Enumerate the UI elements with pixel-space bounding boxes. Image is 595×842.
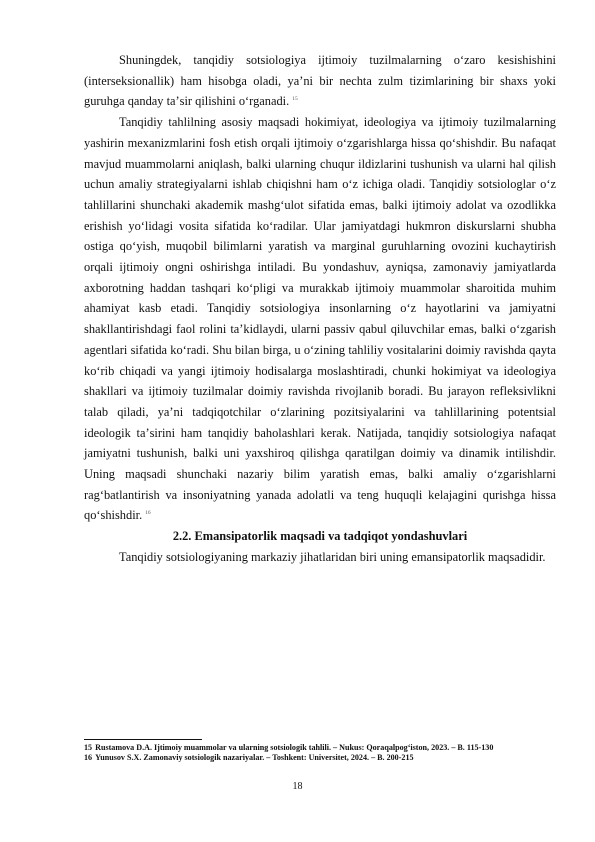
footnotes bbox=[84, 739, 556, 764]
footnote bbox=[84, 743, 556, 753]
footnote-number: 16 bbox=[84, 753, 93, 763]
paragraph-text: Shuningdek, tanqidiy sotsiologiya ijtimoiy tuzilmalarning oʻzaro kesishishini (interseksionallik) ham hisobga oladi, yaʼni bir nechta zulm tizimlarining bir shaxs yoki guruhga qanday taʼsir qilishini oʻrganadi. bbox=[84, 53, 556, 109]
section-heading: 2.2. Emansipatorlik maqsadi va tadqiqot yondashuvlari bbox=[172, 529, 468, 544]
footnote-text: Rustamova D.A. Ijtimoiy muammolar va ularning sotsiologik tahlili. – Nukus: Qoraqalpogʻiston, 2023. – B. 115-130 bbox=[95, 743, 494, 752]
footnote bbox=[84, 753, 556, 763]
paragraph-critical-analysis bbox=[84, 112, 556, 526]
page-body bbox=[84, 50, 556, 568]
footnote-reference: 15 bbox=[292, 96, 298, 103]
footnote-text: Yunusov S.X. Zamonaviy sotsiologik nazariyalar. – Toshkent: Universitet, 2024. – B. 200-215 bbox=[95, 753, 414, 763]
paragraph-intersectionality bbox=[84, 50, 556, 112]
paragraph-text: Tanqidiy tahlilning asosiy maqsadi hokimiyat, ideologiya va ijtimoiy tuzilmalarning yashirin mexanizmlarini fosh etish orqali ijtimoiy oʻzgarishlarga hissa qoʻshishdir. Bu nafaqat mavjud muammolarni aniqlash, balki ularning chuqur ildizlarini tushunish va ularni hal qilish uchun amaliy strategiyalarni ishlab chiqishni ham oʻz ichiga oladi. Tanqidiy sotsiologlar oʻz tahlillarini shunchaki akademik mashgʻulot sifatida emas, balki ijtimoiy adolat va ozodlikka erishish yoʻlidagi vosita sifatida koʻradilar. Ular jamiyatdagi hukmron diskurslarni shubha ostiga qoʻyish, muqobil bilimlarni yaratish va marginal guruhlarning ovozini kuchaytirish orqali ijtimoiy ongni oshirishga intiladi. Bu yondashuv, ayniqsa, zamonaviy jamiyatlarda axborotning haddan tashqari koʻpligi va murakkab ijtimoiy muammolar sharoitida muhim ahamiyat kasb etadi. Tanqidiy sotsiologiya insonlarning oʻz hayotlarini va jamiyatni shakllantirishdagi faol rolini taʼkidlaydi, ularni passiv qabul qiluvchilar emas, balki oʻzgarish agentlari sifatida koʻradi. Shu bilan birga, u oʻzining tahliliy vositalarini doimiy ravishda qayta koʻrib chiqadi va yangi ijtimoiy hodisalarga moslashtiradi, chunki hokimiyat va ideologiya shakllari va ijtimoiy tuzilmalar doimiy ravishda rivojlanib boradi. Bu jarayon refleksivlikni talab qiladi, yaʼni tadqiqotchilar oʻzlarining pozitsiyalarini va tahlillarining potentsial ideologik taʼsirini ham tanqidiy baholashlari kerak. Natijada, tanqidiy sotsiologiya nafaqat jamiyatni tushunish, balki uni yaxshiroq qilishga qaratilgan doimiy va dinamik intilishdir. Uning maqsadi shunchaki nazariy bilim yaratish emas, balki amaliy oʻzgarishlarni ragʻbatlantirish va insoniyatning yanada adolatli va teng huquqli kelajagini qurishga hissa qoʻshishdir. bbox=[84, 115, 556, 523]
page-number: 18 bbox=[292, 781, 303, 792]
footnote-reference: 16 bbox=[145, 510, 151, 517]
paragraph-emancipatory: Tanqidiy sotsiologiyaning markaziy jihatlaridan biri uning emansipatorlik maqsadidir. bbox=[119, 549, 546, 564]
footnote-number: 15 bbox=[84, 743, 93, 752]
footnote-divider bbox=[84, 739, 202, 740]
